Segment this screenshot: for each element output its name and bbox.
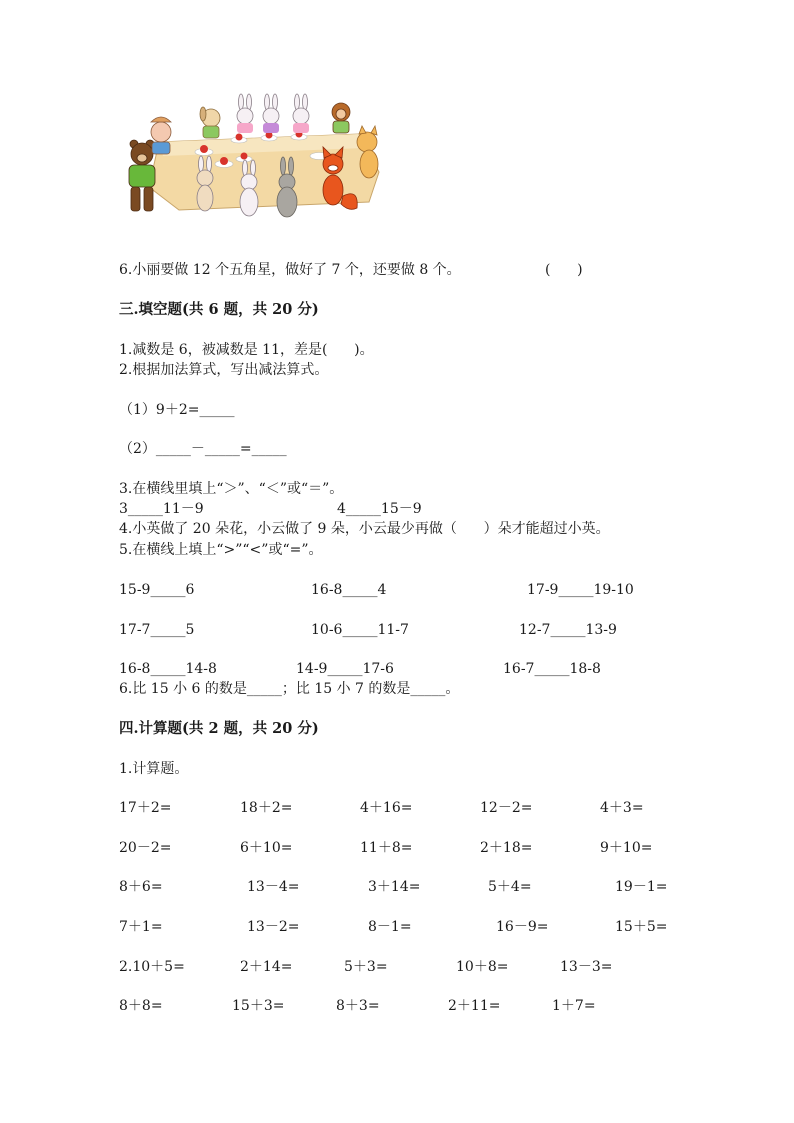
calc-item: 8－1= [368,919,412,935]
calc-item: 8＋6= [119,879,163,895]
q6-answer-parentheses[interactable]: ( ) [545,262,583,278]
calc-item: 13－2= [247,919,300,935]
q6-statement: 6.小丽要做 12 个五角星，做好了 7 个，还要做 8 个。 [119,262,461,278]
s3-q3-item-b: 4_____15－9 [337,501,422,517]
s3-q1: 1.减数是 6，被减数是 11，差是( )。 [119,342,374,358]
calc-item: 13－4= [247,879,300,895]
q5-item: 17-7_____5 [119,622,195,638]
calc-item: 16－9= [496,919,549,935]
calc-item: 13－3= [560,959,613,975]
s3-q6: 6.比 15 小 6 的数是_____；比 15 小 7 的数是_____。 [119,681,460,697]
calc-item: 2.10＋5= [119,959,185,975]
calc-item: 7＋1= [119,919,163,935]
section-4-title: 四.计算题(共 2 题，共 20 分) [119,720,319,737]
calc-item: 15＋3= [232,998,285,1014]
s3-q2: 2.根据加法算式，写出减法算式。 [119,362,329,378]
calc-item: 8＋8= [119,998,163,1014]
s3-q4: 4.小英做了 20 朵花，小云做了 9 朵，小云最少再做（ ）朵才能超过小英。 [119,521,610,537]
calc-item: 19－1= [615,879,668,895]
calc-item: 18＋2= [240,800,293,816]
calc-item: 11＋8= [360,840,413,856]
calc-item: 4＋16= [360,800,413,816]
calc-item: 2＋11= [448,998,501,1014]
calc-item: 1＋7= [552,998,596,1014]
s3-q5: 5.在横线上填上“>”“<”或“=”。 [119,542,323,558]
q5-item: 12-7_____13-9 [519,622,617,638]
section-3-title: 三.填空题(共 6 题，共 20 分) [119,301,319,318]
calc-item: 2＋18= [480,840,533,856]
calc-item: 4＋3= [600,800,644,816]
calc-item: 10＋8= [456,959,509,975]
calc-item: 12－2= [480,800,533,816]
s3-q3: 3.在横线里填上“＞”、“＜”或“＝”。 [119,481,344,497]
calc-item: 6＋10= [240,840,293,856]
q5-item: 16-8_____4 [311,582,387,598]
calc-item: 9＋10= [600,840,653,856]
calc-item: 3＋14= [368,879,421,895]
calc-item: 2＋14= [240,959,293,975]
s3-q2-part1: （1）9＋2=_____ [119,402,235,418]
q5-item: 14-9_____17-6 [296,661,394,677]
q5-item: 17-9_____19-10 [527,582,634,598]
s4-q1: 1.计算题。 [119,761,189,777]
s3-q2-part2: （2）_____－_____=_____ [119,441,287,457]
calc-item: 17＋2= [119,800,172,816]
q5-item: 10-6_____11-7 [311,622,409,638]
calc-item: 8＋3= [336,998,380,1014]
animals-table-illustration [119,92,385,222]
s3-q3-item-a: 3_____11－9 [119,501,204,517]
calc-item: 5＋4= [488,879,532,895]
q5-item: 15-9_____6 [119,582,195,598]
q5-item: 16-7_____18-8 [503,661,601,677]
calc-item: 20－2= [119,840,172,856]
calc-item: 15＋5= [615,919,668,935]
q5-item: 16-8_____14-8 [119,661,217,677]
calc-item: 5＋3= [344,959,388,975]
